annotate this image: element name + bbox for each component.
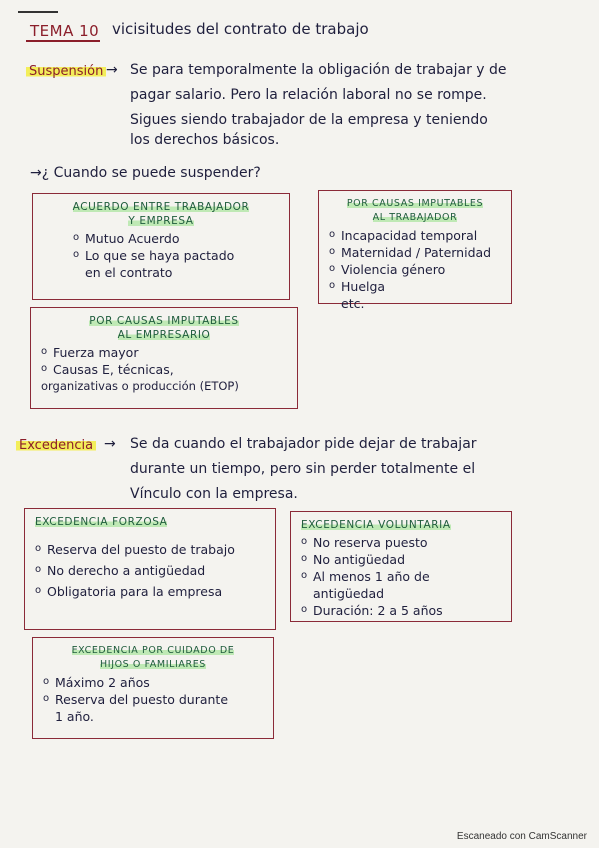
box-cuidado-list [43,674,263,725]
box-trabajador-title: POR CAUSAS IMPUTABLES AL TRABAJADOR [346,198,484,223]
list-item: o Reserva del puesto de trabajo [35,539,265,560]
box-voluntaria-title: EXCEDENCIA VOLUNTARIA [301,519,451,531]
list-item: o Violencia género [329,261,501,278]
box-empresario-list [41,344,287,395]
list-item: o Fuerza mayor [41,344,287,361]
box-empresario [30,307,298,409]
suspension-line: los derechos básicos. [130,132,280,148]
list-item: o Lo que se haya pactado [73,247,279,264]
page-title: vicisitudes del contrato de trabajo [112,20,369,38]
suspension-definition [130,58,575,108]
list-item: o Máximo 2 años [43,674,263,691]
list-item: o Incapacidad temporal [329,227,501,244]
list-item: o Duración: 2 a 5 años [301,602,501,619]
box-acuerdo-list [73,230,279,281]
excedencia-line: Se da cuando el trabajador pide dejar de trabajar [130,436,477,452]
suspension-question: →¿ Cuando se puede suspender? [30,165,261,181]
box-cuidado-title: EXCEDENCIA POR CUIDADO DE HIJOS O FAMILIARES [71,645,235,670]
excedencia-line: durante un tiempo, pero sin perder totalmente el [130,461,476,477]
list-item: etc. [341,296,365,311]
list-item: o Reserva del puesto durante [43,691,263,708]
list-item: o No derecho a antigüedad [35,560,265,581]
list-item: o Mutuo Acuerdo [73,230,279,247]
topic-underline [26,40,100,42]
list-item: en el contrato [85,265,173,280]
suspension-arrow: → [106,62,118,78]
excedencia-line: Vínculo con la empresa. [130,486,298,502]
box-acuerdo [32,193,290,300]
box-forzosa-list [35,539,265,602]
list-item: o Maternidad / Paternidad [329,244,501,261]
box-cuidado [32,637,274,739]
suspension-line: Sigues siendo trabajador de la empresa y teniendo [130,112,488,128]
box-forzosa-title: EXCEDENCIA FORZOSA [35,516,168,528]
suspension-term: Suspensión [26,64,106,79]
box-trabajador-list [329,227,501,312]
list-item: o Obligatoria para la empresa [35,581,265,602]
list-item: o No reserva puesto [301,534,501,551]
list-item: o No antigüedad [301,551,501,568]
suspension-line: Se para temporalmente la obligación de trabajar y de [130,62,507,78]
excedencia-arrow: → [104,436,116,452]
topic-label: TEMA 10 [30,22,100,40]
suspension-definition-end [130,128,575,153]
list-item: 1 año. [55,709,94,724]
list-item: o Huelga [329,278,501,295]
list-item: organizativas o producción (ETOP) [41,379,239,393]
excedencia-term: Excedencia [16,438,96,453]
box-voluntaria-list [301,534,501,619]
box-empresario-title: POR CAUSAS IMPUTABLES AL EMPRESARIO [89,315,239,341]
box-trabajador [318,190,512,311]
box-acuerdo-title: ACUERDO ENTRE TRABAJADOR Y EMPRESA [72,201,250,227]
excedencia-definition [130,432,580,507]
scanner-watermark: Escaneado con CamScanner [456,831,587,842]
list-item: o Al menos 1 año de antigüedad [301,568,501,602]
top-rule [18,11,58,13]
box-forzosa [24,508,276,630]
suspension-line: pagar salario. Pero la relación laboral no se rompe. [130,87,487,103]
box-voluntaria [290,511,512,622]
list-item: o Causas E, técnicas, [41,361,287,378]
